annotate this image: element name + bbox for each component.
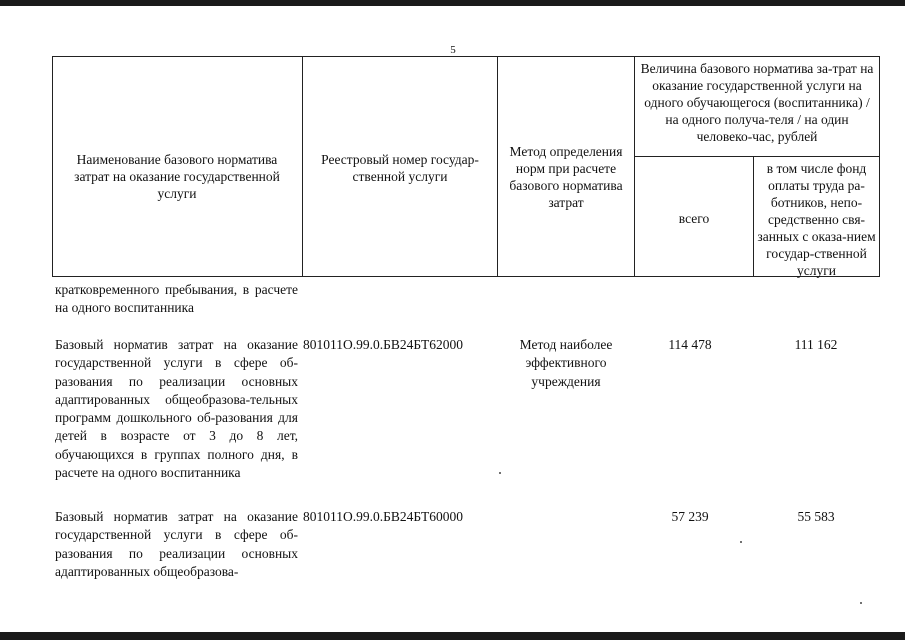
- col-divider-1: [302, 56, 303, 277]
- row-2-registry: 801011О.99.0.БВ24БТ60000: [303, 509, 463, 524]
- col-divider-4: [753, 156, 754, 277]
- table-top-border: [52, 56, 880, 57]
- col-divider-3: [634, 56, 635, 277]
- row-continuation-name: кратковременного пребывания, в расчете на одного воспитанника: [55, 282, 298, 316]
- group-header-divider: [634, 156, 880, 157]
- row-1-registry: 801011О.99.0.БВ24БТ62000: [303, 337, 463, 352]
- row-2-labor: 55 583: [797, 509, 835, 524]
- row-1-name: Базовый норматив затрат на оказание государственной услуги в сфере об-разования по реализации основных адаптированных общеобразова-тельных программ дошкольного об-разования для детей в возрасте от 3 до 8 лет, обучающихся в группах полного дня, в расчете на одного воспитанника: [55, 337, 298, 481]
- header-labor-fund: в том числе фонд оплаты труда ра-ботников, непо-средственно свя-занных с оказа-нием государ-ственной услуги: [757, 161, 876, 278]
- scan-speck: [860, 602, 862, 604]
- row-2-total: 57 239: [671, 509, 709, 524]
- page-number: 5: [450, 44, 456, 56]
- header-total: всего: [678, 211, 710, 226]
- table-right-border: [879, 56, 880, 277]
- header-method: Метод определения норм при расчете базового норматива затрат: [509, 144, 623, 210]
- row-2-name: Базовый норматив затрат на оказание государственной услуги в сфере об-разования по реализации основных адаптированных общеобразова-: [55, 509, 298, 579]
- scan-speck: [499, 472, 501, 474]
- row-1-labor: 111 162: [794, 337, 838, 352]
- row-1-method: Метод наиболее эффективного учреждения: [519, 337, 613, 389]
- header-value-group: Величина базового норматива за-трат на оказание государственной услуги на одного обучающегося (воспитанника) / на одного получа-теля / на один человеко-час, рублей: [640, 61, 874, 144]
- scan-speck: [740, 541, 742, 543]
- table-left-border: [52, 56, 53, 277]
- row-1-total: 114 478: [668, 337, 712, 352]
- scan-top-edge: [0, 0, 905, 6]
- header-name: Наименование базового норматива затрат на оказание государственной услуги: [74, 152, 280, 201]
- col-divider-2: [497, 56, 498, 277]
- header-registry-number: Реестровый номер государ-ственной услуги: [321, 152, 479, 184]
- scan-bottom-edge: [0, 632, 905, 640]
